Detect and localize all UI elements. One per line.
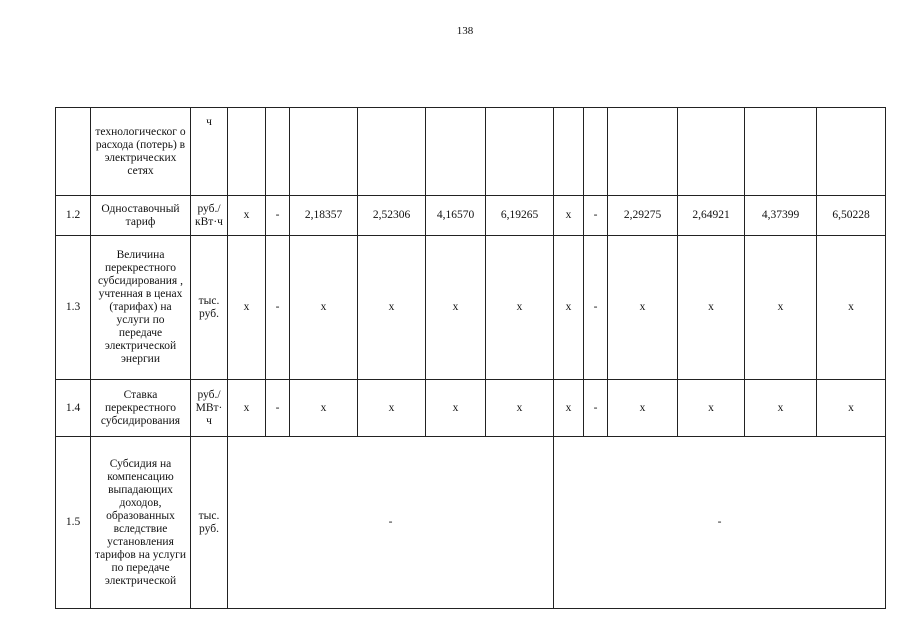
row-name: технологическог о расхода (потерь) в электрических сетях bbox=[91, 108, 191, 196]
cell: 6,19265 bbox=[486, 196, 554, 236]
table-row bbox=[56, 236, 886, 380]
cell: х bbox=[358, 236, 426, 380]
cell bbox=[228, 108, 266, 196]
cell: х bbox=[678, 236, 745, 380]
cell: х bbox=[228, 380, 266, 437]
cell: х bbox=[486, 236, 554, 380]
row-number: 1.2 bbox=[56, 196, 91, 236]
cell: - bbox=[584, 380, 608, 437]
cell: х bbox=[817, 236, 886, 380]
cell bbox=[678, 108, 745, 196]
row-name: Одноставочный тариф bbox=[91, 196, 191, 236]
cell bbox=[290, 108, 358, 196]
cell bbox=[266, 108, 290, 196]
row-number bbox=[56, 108, 91, 196]
cell: - bbox=[266, 236, 290, 380]
cell: х bbox=[554, 236, 584, 380]
cell bbox=[608, 108, 678, 196]
row-unit: ч bbox=[191, 108, 228, 196]
row-number: 1.3 bbox=[56, 236, 91, 380]
row-name: Ставка перекрестного субсидирования bbox=[91, 380, 191, 437]
table-row bbox=[56, 437, 886, 609]
cell: х bbox=[745, 236, 817, 380]
cell: х bbox=[554, 196, 584, 236]
cell: х bbox=[290, 236, 358, 380]
table-row bbox=[56, 108, 886, 196]
cell bbox=[358, 108, 426, 196]
cell: 2,64921 bbox=[678, 196, 745, 236]
row-unit: тыс. руб. bbox=[191, 437, 228, 609]
cell: х bbox=[228, 196, 266, 236]
merged-cell: - bbox=[554, 437, 886, 609]
cell: х bbox=[817, 380, 886, 437]
cell: х bbox=[745, 380, 817, 437]
cell: 2,29275 bbox=[608, 196, 678, 236]
cell: х bbox=[426, 380, 486, 437]
cell: х bbox=[608, 236, 678, 380]
cell: 4,37399 bbox=[745, 196, 817, 236]
cell bbox=[745, 108, 817, 196]
cell bbox=[584, 108, 608, 196]
cell: - bbox=[266, 380, 290, 437]
cell bbox=[486, 108, 554, 196]
cell: х bbox=[426, 236, 486, 380]
cell: х bbox=[358, 380, 426, 437]
page-number: 138 bbox=[456, 25, 474, 37]
cell bbox=[554, 108, 584, 196]
row-number: 1.5 bbox=[56, 437, 91, 609]
table-row bbox=[56, 196, 886, 236]
cell: 4,16570 bbox=[426, 196, 486, 236]
cell: х bbox=[678, 380, 745, 437]
cell: 2,52306 bbox=[358, 196, 426, 236]
row-name: Величина перекрестного субсидирования , учтенная в ценах (тарифах) на услуги по передаче электрической энергии bbox=[91, 236, 191, 380]
cell: х bbox=[608, 380, 678, 437]
tariff-table bbox=[55, 107, 886, 609]
row-unit: тыс. руб. bbox=[191, 236, 228, 380]
cell bbox=[426, 108, 486, 196]
merged-cell: - bbox=[228, 437, 554, 609]
cell: 6,50228 bbox=[817, 196, 886, 236]
cell: - bbox=[584, 236, 608, 380]
row-unit: руб./ кВт·ч bbox=[191, 196, 228, 236]
cell bbox=[817, 108, 886, 196]
cell: х bbox=[554, 380, 584, 437]
row-number: 1.4 bbox=[56, 380, 91, 437]
cell: х bbox=[486, 380, 554, 437]
row-name: Субсидия на компенсацию выпадающих доходов, образованных вследствие установления тарифов на услуги по передаче электрической bbox=[91, 437, 191, 609]
cell: х bbox=[228, 236, 266, 380]
cell: 2,18357 bbox=[290, 196, 358, 236]
table-row bbox=[56, 380, 886, 437]
cell: - bbox=[266, 196, 290, 236]
cell: - bbox=[584, 196, 608, 236]
row-unit: руб./ МВт· ч bbox=[191, 380, 228, 437]
cell: х bbox=[290, 380, 358, 437]
